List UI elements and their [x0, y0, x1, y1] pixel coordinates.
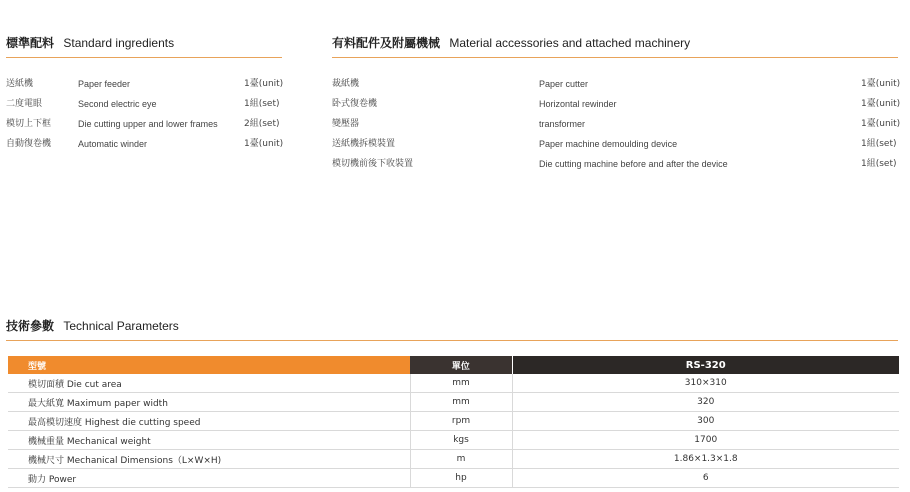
item-en: Die cutting machine before and after the device	[539, 159, 728, 169]
item-zh: 變壓器	[332, 119, 360, 129]
accessories-section-title	[332, 34, 690, 51]
param-unit: kgs	[410, 431, 512, 450]
param-name: 機械尺寸 Mechanical Dimensions（L×W×H)	[8, 450, 410, 469]
item-zh: 卧式復卷機	[332, 99, 378, 109]
param-name: 最高模切速度 Highest die cutting speed	[8, 412, 410, 431]
item-qty: 1組(set)	[861, 159, 897, 169]
table-row	[8, 374, 899, 393]
param-value: 6	[512, 469, 899, 488]
item-qty: 1臺(unit)	[244, 139, 284, 149]
table-row	[8, 431, 899, 450]
list-item	[332, 114, 900, 134]
param-name: 最大紙寬 Maximum paper width	[8, 393, 410, 412]
param-name: 模切面積 Die cut area	[8, 374, 410, 393]
technical-title-en: Technical Parameters	[63, 319, 179, 333]
item-en: Second electric eye	[78, 99, 157, 109]
param-value: 1.86×1.3×1.8	[512, 450, 899, 469]
param-value: 1700	[512, 431, 899, 450]
header-unit: 單位	[410, 356, 512, 374]
list-item	[332, 154, 900, 174]
list-item	[332, 74, 900, 94]
item-qty: 1臺(unit)	[861, 119, 901, 129]
item-zh: 模切上下框	[6, 119, 52, 129]
table-row	[8, 450, 899, 469]
param-unit: hp	[410, 469, 512, 488]
param-value: 300	[512, 412, 899, 431]
param-name: 動力 Power	[8, 469, 410, 488]
param-unit: mm	[410, 374, 512, 393]
technical-parameters-table	[8, 356, 899, 488]
item-en: Paper feeder	[78, 79, 131, 89]
item-qty: 1臺(unit)	[244, 79, 284, 89]
standard-title-en: Standard ingredients	[63, 36, 175, 50]
accessories-title-zh: 有料配件及附屬機械	[332, 36, 441, 50]
item-qty: 1組(set)	[861, 139, 897, 149]
header-model: 型號	[8, 356, 410, 374]
table-row	[8, 393, 899, 412]
list-item	[332, 94, 900, 114]
item-qty: 1組(set)	[244, 99, 280, 109]
list-item	[6, 74, 282, 94]
table-row	[8, 412, 899, 431]
item-zh: 二度電眼	[6, 99, 43, 109]
item-qty: 2組(set)	[244, 119, 280, 129]
header-model-name: RS-320	[512, 356, 899, 374]
accessories-list	[332, 74, 900, 174]
list-item	[6, 94, 282, 114]
item-en: Paper cutter	[539, 79, 589, 89]
item-zh: 模切機前後下收裝置	[332, 159, 414, 169]
param-unit: mm	[410, 393, 512, 412]
list-item	[6, 114, 282, 134]
item-en: Horizontal rewinder	[539, 99, 617, 109]
accessories-divider	[332, 57, 898, 58]
item-qty: 1臺(unit)	[861, 99, 901, 109]
item-zh: 送紙機拆模裝置	[332, 139, 396, 149]
item-en: Die cutting upper and lower frames	[78, 119, 218, 129]
item-qty: 1臺(unit)	[861, 79, 901, 89]
param-unit: rpm	[410, 412, 512, 431]
technical-title-zh: 技術參數	[6, 319, 55, 333]
standard-section-title	[6, 34, 174, 51]
list-item	[332, 134, 900, 154]
technical-section-title	[6, 317, 179, 334]
standard-title-zh: 標準配料	[6, 36, 55, 50]
item-en: transformer	[539, 119, 586, 129]
item-zh: 裁紙機	[332, 79, 360, 89]
item-en: Paper machine demoulding device	[539, 139, 678, 149]
param-value: 310×310	[512, 374, 899, 393]
list-item	[6, 134, 282, 154]
item-zh: 自動復卷機	[6, 139, 52, 149]
technical-divider	[6, 340, 898, 341]
param-name: 機械重量 Mechanical weight	[8, 431, 410, 450]
item-zh: 送紙機	[6, 79, 34, 89]
param-value: 320	[512, 393, 899, 412]
accessories-title-en: Material accessories and attached machinery	[449, 36, 691, 50]
standard-divider	[6, 57, 282, 58]
standard-list	[6, 74, 282, 154]
table-row	[8, 469, 899, 488]
item-en: Automatic winder	[78, 139, 148, 149]
table-header-row	[8, 356, 899, 374]
param-unit: m	[410, 450, 512, 469]
